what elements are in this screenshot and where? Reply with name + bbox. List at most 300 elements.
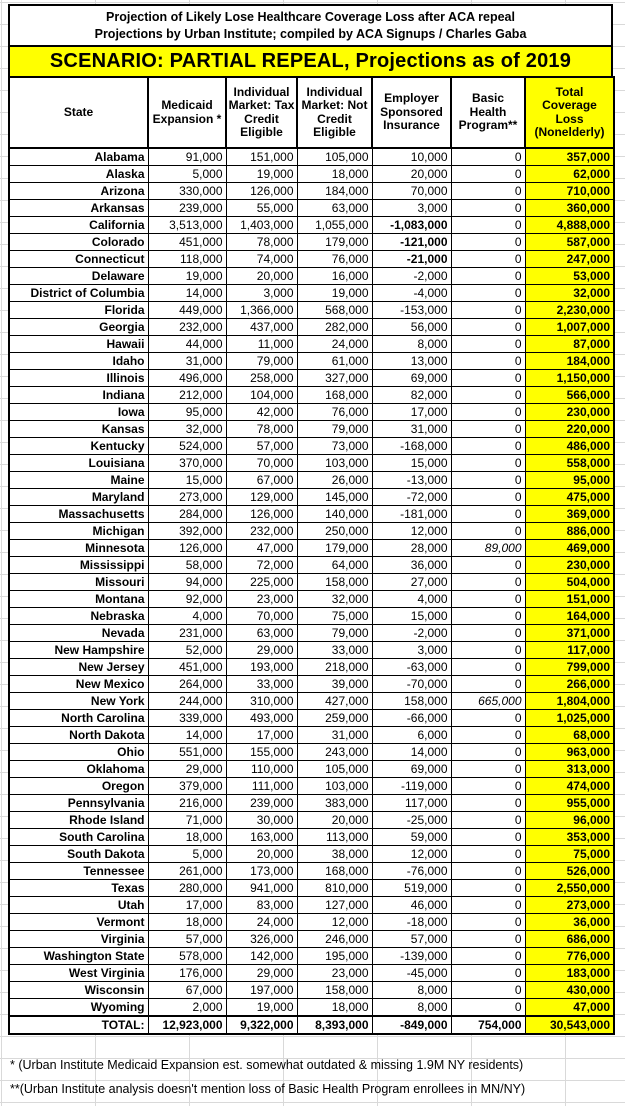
state-cell[interactable]: North Dakota	[9, 727, 148, 744]
not-credit-eligible-cell[interactable]: 32,000	[297, 591, 372, 608]
basic-health-program-cell[interactable]: 0	[451, 880, 525, 897]
not-credit-eligible-cell[interactable]: 140,000	[297, 506, 372, 523]
tax-credit-eligible-cell[interactable]: 33,000	[226, 676, 297, 693]
medicaid-expansion-cell[interactable]: 231,000	[148, 625, 226, 642]
basic-health-program-cell[interactable]: 0	[451, 387, 525, 404]
tax-credit-eligible-cell[interactable]: 3,000	[226, 285, 297, 302]
basic-health-program-cell[interactable]: 0	[451, 302, 525, 319]
total-coverage-loss-cell[interactable]: 230,000	[525, 557, 614, 574]
basic-health-program-cell[interactable]: 0	[451, 812, 525, 829]
not-credit-eligible-cell[interactable]: 73,000	[297, 438, 372, 455]
basic-health-program-cell[interactable]: 0	[451, 200, 525, 217]
total-coverage-loss-cell[interactable]: 117,000	[525, 642, 614, 659]
state-cell[interactable]: South Carolina	[9, 829, 148, 846]
medicaid-expansion-cell[interactable]: 57,000	[148, 931, 226, 948]
not-credit-eligible-cell[interactable]: 810,000	[297, 880, 372, 897]
not-credit-eligible-cell[interactable]: 79,000	[297, 625, 372, 642]
total-coverage-loss-cell[interactable]: 266,000	[525, 676, 614, 693]
tax-credit-eligible-cell[interactable]: 111,000	[226, 778, 297, 795]
not-credit-eligible-cell[interactable]: 168,000	[297, 863, 372, 880]
medicaid-expansion-cell[interactable]: 5,000	[148, 846, 226, 863]
total-coverage-loss-cell[interactable]: 566,000	[525, 387, 614, 404]
tax-credit-eligible-cell[interactable]: 258,000	[226, 370, 297, 387]
not-credit-eligible-cell[interactable]: 76,000	[297, 404, 372, 421]
state-cell[interactable]: California	[9, 217, 148, 234]
employer-sponsored-cell[interactable]: 46,000	[372, 897, 451, 914]
employer-sponsored-cell[interactable]: -18,000	[372, 914, 451, 931]
tax-credit-eligible-cell[interactable]: 110,000	[226, 761, 297, 778]
employer-sponsored-cell[interactable]: 31,000	[372, 421, 451, 438]
basic-health-program-cell[interactable]: 0	[451, 608, 525, 625]
employer-sponsored-cell[interactable]: 59,000	[372, 829, 451, 846]
tax-credit-eligible-cell[interactable]: 29,000	[226, 965, 297, 982]
medicaid-expansion-cell[interactable]: 91,000	[148, 148, 226, 166]
basic-health-program-cell[interactable]: 0	[451, 506, 525, 523]
basic-health-program-cell[interactable]: 0	[451, 676, 525, 693]
employer-sponsored-cell[interactable]: 12,000	[372, 523, 451, 540]
not-credit-eligible-cell[interactable]: 12,000	[297, 914, 372, 931]
total-coverage-loss-cell[interactable]: 776,000	[525, 948, 614, 965]
basic-health-program-cell[interactable]: 0	[451, 642, 525, 659]
tax-credit-eligible-cell[interactable]: 197,000	[226, 982, 297, 999]
basic-health-program-cell[interactable]: 665,000	[451, 693, 525, 710]
not-credit-eligible-cell[interactable]: 1,055,000	[297, 217, 372, 234]
total-coverage-loss-cell[interactable]: 95,000	[525, 472, 614, 489]
employer-sponsored-cell[interactable]: -121,000	[372, 234, 451, 251]
basic-health-program-cell[interactable]: 0	[451, 710, 525, 727]
tax-credit-eligible-cell[interactable]: 129,000	[226, 489, 297, 506]
medicaid-expansion-cell[interactable]: 212,000	[148, 387, 226, 404]
not-credit-eligible-cell[interactable]: 246,000	[297, 931, 372, 948]
medicaid-expansion-cell[interactable]: 273,000	[148, 489, 226, 506]
basic-health-program-cell[interactable]: 0	[451, 982, 525, 999]
total-coverage-loss-cell[interactable]: 183,000	[525, 965, 614, 982]
employer-sponsored-cell[interactable]: 8,000	[372, 336, 451, 353]
basic-health-program-cell[interactable]: 0	[451, 795, 525, 812]
total-coverage-loss-cell[interactable]: 2,230,000	[525, 302, 614, 319]
basic-health-program-cell[interactable]: 0	[451, 965, 525, 982]
not-credit-eligible-cell[interactable]: 250,000	[297, 523, 372, 540]
employer-sponsored-cell[interactable]: 17,000	[372, 404, 451, 421]
not-credit-eligible-cell[interactable]: 61,000	[297, 353, 372, 370]
total-coverage-loss-cell[interactable]: 313,000	[525, 761, 614, 778]
state-cell[interactable]: Delaware	[9, 268, 148, 285]
tax-credit-eligible-cell[interactable]: 79,000	[226, 353, 297, 370]
basic-health-program-cell[interactable]: 0	[451, 370, 525, 387]
state-cell[interactable]: Pennsylvania	[9, 795, 148, 812]
state-cell[interactable]: West Virginia	[9, 965, 148, 982]
state-cell[interactable]: North Carolina	[9, 710, 148, 727]
employer-sponsored-cell[interactable]: -849,000	[372, 1016, 451, 1034]
employer-sponsored-cell[interactable]: -70,000	[372, 676, 451, 693]
employer-sponsored-cell[interactable]: -168,000	[372, 438, 451, 455]
employer-sponsored-cell[interactable]: -4,000	[372, 285, 451, 302]
state-cell[interactable]: Massachusetts	[9, 506, 148, 523]
basic-health-program-cell[interactable]: 0	[451, 829, 525, 846]
basic-health-program-cell[interactable]: 0	[451, 557, 525, 574]
state-cell[interactable]: Arkansas	[9, 200, 148, 217]
basic-health-program-cell[interactable]: 0	[451, 148, 525, 166]
medicaid-expansion-cell[interactable]: 3,513,000	[148, 217, 226, 234]
total-coverage-loss-cell[interactable]: 151,000	[525, 591, 614, 608]
employer-sponsored-cell[interactable]: 69,000	[372, 370, 451, 387]
not-credit-eligible-cell[interactable]: 23,000	[297, 965, 372, 982]
employer-sponsored-cell[interactable]: -181,000	[372, 506, 451, 523]
total-coverage-loss-cell[interactable]: 886,000	[525, 523, 614, 540]
total-coverage-loss-cell[interactable]: 230,000	[525, 404, 614, 421]
basic-health-program-cell[interactable]: 0	[451, 574, 525, 591]
employer-sponsored-cell[interactable]: 70,000	[372, 183, 451, 200]
medicaid-expansion-cell[interactable]: 14,000	[148, 285, 226, 302]
medicaid-expansion-cell[interactable]: 19,000	[148, 268, 226, 285]
state-cell[interactable]: Illinois	[9, 370, 148, 387]
state-cell[interactable]: Colorado	[9, 234, 148, 251]
tax-credit-eligible-cell[interactable]: 24,000	[226, 914, 297, 931]
employer-sponsored-cell[interactable]: 20,000	[372, 166, 451, 183]
tax-credit-eligible-cell[interactable]: 1,403,000	[226, 217, 297, 234]
tax-credit-eligible-cell[interactable]: 193,000	[226, 659, 297, 676]
total-coverage-loss-cell[interactable]: 587,000	[525, 234, 614, 251]
employer-sponsored-cell[interactable]: 69,000	[372, 761, 451, 778]
total-coverage-loss-cell[interactable]: 164,000	[525, 608, 614, 625]
not-credit-eligible-cell[interactable]: 20,000	[297, 812, 372, 829]
basic-health-program-cell[interactable]: 0	[451, 625, 525, 642]
employer-sponsored-cell[interactable]: 10,000	[372, 148, 451, 166]
state-cell[interactable]: Indiana	[9, 387, 148, 404]
employer-sponsored-cell[interactable]: -119,000	[372, 778, 451, 795]
basic-health-program-cell[interactable]: 0	[451, 455, 525, 472]
state-cell[interactable]: Oklahoma	[9, 761, 148, 778]
basic-health-program-cell[interactable]: 0	[451, 846, 525, 863]
state-cell[interactable]: Vermont	[9, 914, 148, 931]
state-cell[interactable]: Arizona	[9, 183, 148, 200]
state-cell[interactable]: Montana	[9, 591, 148, 608]
state-cell[interactable]: Michigan	[9, 523, 148, 540]
employer-sponsored-cell[interactable]: -2,000	[372, 625, 451, 642]
state-cell[interactable]: Wyoming	[9, 999, 148, 1017]
employer-sponsored-cell[interactable]: 36,000	[372, 557, 451, 574]
tax-credit-eligible-cell[interactable]: 11,000	[226, 336, 297, 353]
state-cell[interactable]: Tennessee	[9, 863, 148, 880]
tax-credit-eligible-cell[interactable]: 42,000	[226, 404, 297, 421]
not-credit-eligible-cell[interactable]: 158,000	[297, 574, 372, 591]
medicaid-expansion-cell[interactable]: 29,000	[148, 761, 226, 778]
tax-credit-eligible-cell[interactable]: 30,000	[226, 812, 297, 829]
not-credit-eligible-cell[interactable]: 39,000	[297, 676, 372, 693]
state-cell[interactable]: New Mexico	[9, 676, 148, 693]
tax-credit-eligible-cell[interactable]: 173,000	[226, 863, 297, 880]
total-coverage-loss-cell[interactable]: 1,025,000	[525, 710, 614, 727]
employer-sponsored-cell[interactable]: 27,000	[372, 574, 451, 591]
employer-sponsored-cell[interactable]: 56,000	[372, 319, 451, 336]
state-cell[interactable]: Missouri	[9, 574, 148, 591]
total-coverage-loss-cell[interactable]: 184,000	[525, 353, 614, 370]
not-credit-eligible-cell[interactable]: 103,000	[297, 455, 372, 472]
tax-credit-eligible-cell[interactable]: 20,000	[226, 846, 297, 863]
tax-credit-eligible-cell[interactable]: 142,000	[226, 948, 297, 965]
basic-health-program-cell[interactable]: 0	[451, 268, 525, 285]
employer-sponsored-cell[interactable]: 6,000	[372, 727, 451, 744]
state-cell[interactable]: New York	[9, 693, 148, 710]
employer-sponsored-cell[interactable]: 15,000	[372, 455, 451, 472]
not-credit-eligible-cell[interactable]: 105,000	[297, 761, 372, 778]
total-coverage-loss-cell[interactable]: 799,000	[525, 659, 614, 676]
basic-health-program-cell[interactable]: 0	[451, 353, 525, 370]
employer-sponsored-cell[interactable]: 15,000	[372, 608, 451, 625]
total-coverage-loss-cell[interactable]: 955,000	[525, 795, 614, 812]
total-coverage-loss-cell[interactable]: 475,000	[525, 489, 614, 506]
medicaid-expansion-cell[interactable]: 280,000	[148, 880, 226, 897]
basic-health-program-cell[interactable]: 0	[451, 234, 525, 251]
basic-health-program-cell[interactable]: 754,000	[451, 1016, 525, 1034]
total-coverage-loss-cell[interactable]: 430,000	[525, 982, 614, 999]
total-coverage-loss-cell[interactable]: 220,000	[525, 421, 614, 438]
total-coverage-loss-cell[interactable]: 36,000	[525, 914, 614, 931]
medicaid-expansion-cell[interactable]: 449,000	[148, 302, 226, 319]
not-credit-eligible-cell[interactable]: 145,000	[297, 489, 372, 506]
tax-credit-eligible-cell[interactable]: 55,000	[226, 200, 297, 217]
tax-credit-eligible-cell[interactable]: 493,000	[226, 710, 297, 727]
medicaid-expansion-cell[interactable]: 12,923,000	[148, 1016, 226, 1034]
medicaid-expansion-cell[interactable]: 32,000	[148, 421, 226, 438]
total-coverage-loss-cell[interactable]: 469,000	[525, 540, 614, 557]
medicaid-expansion-cell[interactable]: 126,000	[148, 540, 226, 557]
state-cell[interactable]: Maryland	[9, 489, 148, 506]
tax-credit-eligible-cell[interactable]: 232,000	[226, 523, 297, 540]
tax-credit-eligible-cell[interactable]: 163,000	[226, 829, 297, 846]
tax-credit-eligible-cell[interactable]: 78,000	[226, 234, 297, 251]
employer-sponsored-cell[interactable]: -153,000	[372, 302, 451, 319]
medicaid-expansion-cell[interactable]: 392,000	[148, 523, 226, 540]
employer-sponsored-cell[interactable]: 117,000	[372, 795, 451, 812]
total-coverage-loss-cell[interactable]: 2,550,000	[525, 880, 614, 897]
tax-credit-eligible-cell[interactable]: 126,000	[226, 183, 297, 200]
tax-credit-eligible-cell[interactable]: 72,000	[226, 557, 297, 574]
total-coverage-loss-cell[interactable]: 62,000	[525, 166, 614, 183]
basic-health-program-cell[interactable]: 0	[451, 404, 525, 421]
tax-credit-eligible-cell[interactable]: 70,000	[226, 608, 297, 625]
tax-credit-eligible-cell[interactable]: 20,000	[226, 268, 297, 285]
medicaid-expansion-cell[interactable]: 370,000	[148, 455, 226, 472]
not-credit-eligible-cell[interactable]: 76,000	[297, 251, 372, 268]
state-cell[interactable]: Wisconsin	[9, 982, 148, 999]
state-cell[interactable]: TOTAL:	[9, 1016, 148, 1034]
tax-credit-eligible-cell[interactable]: 9,322,000	[226, 1016, 297, 1034]
total-coverage-loss-cell[interactable]: 357,000	[525, 148, 614, 166]
employer-sponsored-cell[interactable]: 519,000	[372, 880, 451, 897]
medicaid-expansion-cell[interactable]: 244,000	[148, 693, 226, 710]
employer-sponsored-cell[interactable]: -2,000	[372, 268, 451, 285]
basic-health-program-cell[interactable]: 0	[451, 523, 525, 540]
total-coverage-loss-cell[interactable]: 371,000	[525, 625, 614, 642]
total-coverage-loss-cell[interactable]: 1,150,000	[525, 370, 614, 387]
not-credit-eligible-cell[interactable]: 179,000	[297, 540, 372, 557]
not-credit-eligible-cell[interactable]: 168,000	[297, 387, 372, 404]
basic-health-program-cell[interactable]: 0	[451, 489, 525, 506]
total-coverage-loss-cell[interactable]: 474,000	[525, 778, 614, 795]
not-credit-eligible-cell[interactable]: 105,000	[297, 148, 372, 166]
state-cell[interactable]: Iowa	[9, 404, 148, 421]
tax-credit-eligible-cell[interactable]: 47,000	[226, 540, 297, 557]
state-cell[interactable]: Rhode Island	[9, 812, 148, 829]
employer-sponsored-cell[interactable]: -76,000	[372, 863, 451, 880]
medicaid-expansion-cell[interactable]: 330,000	[148, 183, 226, 200]
employer-sponsored-cell[interactable]: -1,083,000	[372, 217, 451, 234]
employer-sponsored-cell[interactable]: 28,000	[372, 540, 451, 557]
medicaid-expansion-cell[interactable]: 551,000	[148, 744, 226, 761]
not-credit-eligible-cell[interactable]: 103,000	[297, 778, 372, 795]
tax-credit-eligible-cell[interactable]: 941,000	[226, 880, 297, 897]
not-credit-eligible-cell[interactable]: 259,000	[297, 710, 372, 727]
tax-credit-eligible-cell[interactable]: 310,000	[226, 693, 297, 710]
medicaid-expansion-cell[interactable]: 52,000	[148, 642, 226, 659]
total-coverage-loss-cell[interactable]: 526,000	[525, 863, 614, 880]
employer-sponsored-cell[interactable]: -21,000	[372, 251, 451, 268]
total-coverage-loss-cell[interactable]: 247,000	[525, 251, 614, 268]
total-coverage-loss-cell[interactable]: 486,000	[525, 438, 614, 455]
not-credit-eligible-cell[interactable]: 113,000	[297, 829, 372, 846]
state-cell[interactable]: Utah	[9, 897, 148, 914]
medicaid-expansion-cell[interactable]: 578,000	[148, 948, 226, 965]
basic-health-program-cell[interactable]: 0	[451, 778, 525, 795]
tax-credit-eligible-cell[interactable]: 78,000	[226, 421, 297, 438]
not-credit-eligible-cell[interactable]: 33,000	[297, 642, 372, 659]
medicaid-expansion-cell[interactable]: 94,000	[148, 574, 226, 591]
state-cell[interactable]: Oregon	[9, 778, 148, 795]
basic-health-program-cell[interactable]: 0	[451, 319, 525, 336]
state-cell[interactable]: Nebraska	[9, 608, 148, 625]
total-coverage-loss-cell[interactable]: 360,000	[525, 200, 614, 217]
tax-credit-eligible-cell[interactable]: 67,000	[226, 472, 297, 489]
state-cell[interactable]: Hawaii	[9, 336, 148, 353]
not-credit-eligible-cell[interactable]: 24,000	[297, 336, 372, 353]
tax-credit-eligible-cell[interactable]: 104,000	[226, 387, 297, 404]
medicaid-expansion-cell[interactable]: 15,000	[148, 472, 226, 489]
basic-health-program-cell[interactable]: 0	[451, 183, 525, 200]
employer-sponsored-cell[interactable]: -45,000	[372, 965, 451, 982]
total-coverage-loss-cell[interactable]: 710,000	[525, 183, 614, 200]
employer-sponsored-cell[interactable]: -25,000	[372, 812, 451, 829]
employer-sponsored-cell[interactable]: -139,000	[372, 948, 451, 965]
not-credit-eligible-cell[interactable]: 38,000	[297, 846, 372, 863]
medicaid-expansion-cell[interactable]: 379,000	[148, 778, 226, 795]
basic-health-program-cell[interactable]: 0	[451, 217, 525, 234]
tax-credit-eligible-cell[interactable]: 19,000	[226, 166, 297, 183]
state-cell[interactable]: Nevada	[9, 625, 148, 642]
not-credit-eligible-cell[interactable]: 64,000	[297, 557, 372, 574]
tax-credit-eligible-cell[interactable]: 63,000	[226, 625, 297, 642]
employer-sponsored-cell[interactable]: 8,000	[372, 999, 451, 1017]
employer-sponsored-cell[interactable]: -63,000	[372, 659, 451, 676]
state-cell[interactable]: Mississippi	[9, 557, 148, 574]
tax-credit-eligible-cell[interactable]: 151,000	[226, 148, 297, 166]
not-credit-eligible-cell[interactable]: 184,000	[297, 183, 372, 200]
not-credit-eligible-cell[interactable]: 195,000	[297, 948, 372, 965]
state-cell[interactable]: South Dakota	[9, 846, 148, 863]
total-coverage-loss-cell[interactable]: 558,000	[525, 455, 614, 472]
medicaid-expansion-cell[interactable]: 451,000	[148, 234, 226, 251]
total-coverage-loss-cell[interactable]: 504,000	[525, 574, 614, 591]
medicaid-expansion-cell[interactable]: 18,000	[148, 914, 226, 931]
state-cell[interactable]: Maine	[9, 472, 148, 489]
total-coverage-loss-cell[interactable]: 4,888,000	[525, 217, 614, 234]
employer-sponsored-cell[interactable]: 57,000	[372, 931, 451, 948]
medicaid-expansion-cell[interactable]: 18,000	[148, 829, 226, 846]
not-credit-eligible-cell[interactable]: 19,000	[297, 285, 372, 302]
medicaid-expansion-cell[interactable]: 95,000	[148, 404, 226, 421]
medicaid-expansion-cell[interactable]: 451,000	[148, 659, 226, 676]
medicaid-expansion-cell[interactable]: 5,000	[148, 166, 226, 183]
not-credit-eligible-cell[interactable]: 63,000	[297, 200, 372, 217]
medicaid-expansion-cell[interactable]: 44,000	[148, 336, 226, 353]
not-credit-eligible-cell[interactable]: 218,000	[297, 659, 372, 676]
employer-sponsored-cell[interactable]: -66,000	[372, 710, 451, 727]
state-cell[interactable]: Kentucky	[9, 438, 148, 455]
tax-credit-eligible-cell[interactable]: 126,000	[226, 506, 297, 523]
tax-credit-eligible-cell[interactable]: 225,000	[226, 574, 297, 591]
medicaid-expansion-cell[interactable]: 496,000	[148, 370, 226, 387]
tax-credit-eligible-cell[interactable]: 437,000	[226, 319, 297, 336]
basic-health-program-cell[interactable]: 0	[451, 761, 525, 778]
medicaid-expansion-cell[interactable]: 4,000	[148, 608, 226, 625]
basic-health-program-cell[interactable]: 0	[451, 591, 525, 608]
tax-credit-eligible-cell[interactable]: 19,000	[226, 999, 297, 1017]
not-credit-eligible-cell[interactable]: 327,000	[297, 370, 372, 387]
tax-credit-eligible-cell[interactable]: 83,000	[226, 897, 297, 914]
medicaid-expansion-cell[interactable]: 118,000	[148, 251, 226, 268]
basic-health-program-cell[interactable]: 0	[451, 336, 525, 353]
total-coverage-loss-cell[interactable]: 47,000	[525, 999, 614, 1017]
medicaid-expansion-cell[interactable]: 92,000	[148, 591, 226, 608]
not-credit-eligible-cell[interactable]: 75,000	[297, 608, 372, 625]
state-cell[interactable]: Minnesota	[9, 540, 148, 557]
total-coverage-loss-cell[interactable]: 963,000	[525, 744, 614, 761]
employer-sponsored-cell[interactable]: -13,000	[372, 472, 451, 489]
basic-health-program-cell[interactable]: 0	[451, 421, 525, 438]
state-cell[interactable]: Kansas	[9, 421, 148, 438]
state-cell[interactable]: District of Columbia	[9, 285, 148, 302]
not-credit-eligible-cell[interactable]: 16,000	[297, 268, 372, 285]
medicaid-expansion-cell[interactable]: 284,000	[148, 506, 226, 523]
basic-health-program-cell[interactable]: 0	[451, 897, 525, 914]
not-credit-eligible-cell[interactable]: 18,000	[297, 166, 372, 183]
state-cell[interactable]: Ohio	[9, 744, 148, 761]
total-coverage-loss-cell[interactable]: 1,804,000	[525, 693, 614, 710]
basic-health-program-cell[interactable]: 0	[451, 948, 525, 965]
basic-health-program-cell[interactable]: 0	[451, 744, 525, 761]
total-coverage-loss-cell[interactable]: 273,000	[525, 897, 614, 914]
not-credit-eligible-cell[interactable]: 31,000	[297, 727, 372, 744]
basic-health-program-cell[interactable]: 0	[451, 999, 525, 1017]
medicaid-expansion-cell[interactable]: 67,000	[148, 982, 226, 999]
state-cell[interactable]: Florida	[9, 302, 148, 319]
basic-health-program-cell[interactable]: 0	[451, 659, 525, 676]
basic-health-program-cell[interactable]: 0	[451, 931, 525, 948]
not-credit-eligible-cell[interactable]: 427,000	[297, 693, 372, 710]
medicaid-expansion-cell[interactable]: 31,000	[148, 353, 226, 370]
total-coverage-loss-cell[interactable]: 96,000	[525, 812, 614, 829]
state-cell[interactable]: Idaho	[9, 353, 148, 370]
medicaid-expansion-cell[interactable]: 524,000	[148, 438, 226, 455]
total-coverage-loss-cell[interactable]: 87,000	[525, 336, 614, 353]
medicaid-expansion-cell[interactable]: 14,000	[148, 727, 226, 744]
basic-health-program-cell[interactable]: 0	[451, 914, 525, 931]
medicaid-expansion-cell[interactable]: 176,000	[148, 965, 226, 982]
state-cell[interactable]: Alabama	[9, 148, 148, 166]
medicaid-expansion-cell[interactable]: 261,000	[148, 863, 226, 880]
tax-credit-eligible-cell[interactable]: 74,000	[226, 251, 297, 268]
not-credit-eligible-cell[interactable]: 179,000	[297, 234, 372, 251]
